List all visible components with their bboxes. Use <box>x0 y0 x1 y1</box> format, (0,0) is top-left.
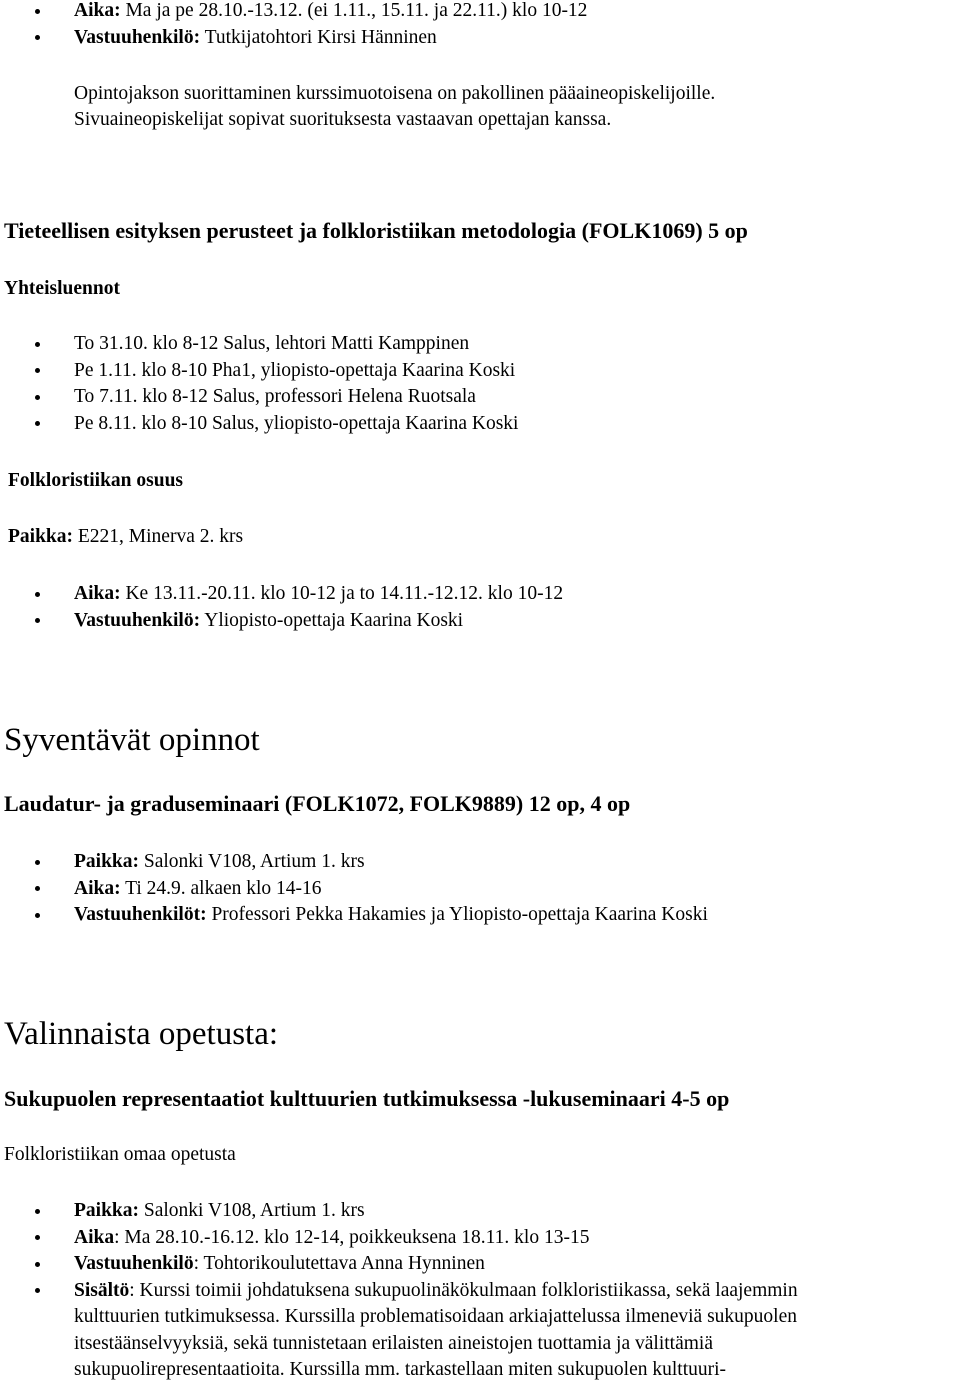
list-item: Sisältö: Kurssi toimii johdatuksena sukupuolinäkökulmaan folkloristiikassa, sekä laajemmin kulttuurien tutkimuksessa. Kurssilla problematisoidaan arkiajattelussa ilmeneviä sukupuolen itsestäänselvyyksiä, sekä tunnistetaan erilaisten aineistojen tuottamia ja välittämiä sukupuolirepresentaatioita. Kurssilla mm. tarkastellaan miten sukupuolen kulttuuri- <box>0 1278 960 1384</box>
list-item: Vastuuhenkilö: Yliopisto-opettaja Kaarina Koski <box>0 608 960 635</box>
list-item: Vastuuhenkilöt: Professori Pekka Hakamies ja Yliopisto-opettaja Kaarina Koski <box>0 902 960 929</box>
subheading: Folkloristiikan osuus <box>8 470 184 491</box>
list-item: Pe 1.11. klo 8-10 Pha1, yliopisto-opettaja Kaarina Koski <box>0 358 960 385</box>
list-item: To 7.11. klo 8-12 Salus, professori Helena Ruotsala <box>0 384 960 411</box>
course-detail-list <box>0 849 960 929</box>
list-item: Pe 8.11. klo 8-10 Salus, yliopisto-opettaja Kaarina Koski <box>0 411 960 438</box>
course-title: Laudatur- ja graduseminaari (FOLK1072, FOLK9889) 12 op, 4 op <box>4 791 631 816</box>
subheading: Folkloristiikan omaa opetusta <box>4 1144 236 1165</box>
note-line: Opintojakson suorittaminen kurssimuotoisena on pakollinen pääaineopiskelijoille. <box>74 83 716 104</box>
course-detail-list <box>0 581 960 634</box>
note-line: Sivuaineopiskelijat sopivat suorituksesta vastaavan opettajan kanssa. <box>74 109 612 130</box>
list-item: To 31.10. klo 8-12 Salus, lehtori Matti Kamppinen <box>0 331 960 358</box>
section-heading: Valinnaista opetusta: <box>4 1016 279 1052</box>
list-item: Aika: Ma ja pe 28.10.-13.12. (ei 1.11., 15.11. ja 22.11.) klo 10-12 <box>0 0 960 25</box>
list-item: Aika: Ke 13.11.-20.11. klo 10-12 ja to 14.11.-12.12. klo 10-12 <box>0 581 960 608</box>
subheading: Yhteisluennot <box>4 278 120 299</box>
list-item: Paikka: Salonki V108, Artium 1. krs <box>0 849 960 876</box>
top-detail-list <box>0 0 960 51</box>
section-heading: Syventävät opinnot <box>4 722 260 758</box>
list-item: Aika: Ma 28.10.-16.12. klo 12-14, poikkeuksena 18.11. klo 13-15 <box>0 1225 960 1252</box>
course-title: Sukupuolen representaatiot kulttuurien tutkimuksessa -lukuseminaari 4-5 op <box>4 1086 730 1111</box>
list-item: Vastuuhenkilö: Tutkijatohtori Kirsi Hänninen <box>0 25 960 52</box>
course-detail-list <box>0 1198 960 1384</box>
course-title: Tieteellisen esityksen perusteet ja folkloristiikan metodologia (FOLK1069) 5 op <box>4 218 748 243</box>
list-item: Vastuuhenkilö: Tohtorikoulutettava Anna Hynninen <box>0 1251 960 1278</box>
list-item: Paikka: Salonki V108, Artium 1. krs <box>0 1198 960 1225</box>
place-line: Paikka: E221, Minerva 2. krs <box>8 526 244 547</box>
list-item: Aika: Ti 24.9. alkaen klo 14-16 <box>0 876 960 903</box>
lecture-list <box>0 331 960 437</box>
